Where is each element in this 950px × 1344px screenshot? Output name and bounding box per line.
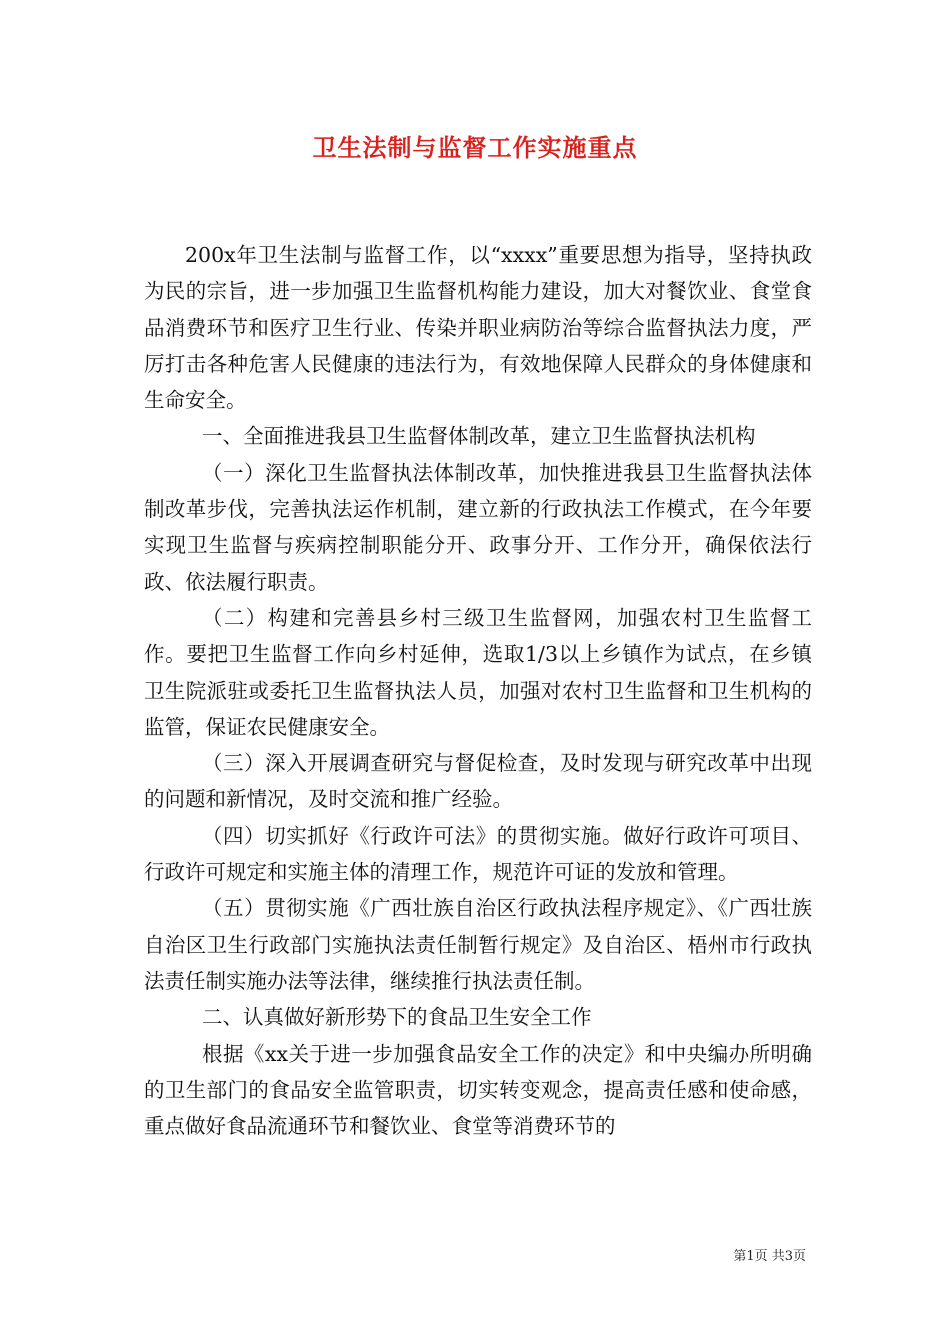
document-title: 卫生法制与监督工作实施重点: [312, 133, 638, 162]
page-number-footer: 第1页 共3页: [733, 1249, 806, 1264]
paragraph-item-3: （三）深入开展调查研究与督促检查，及时发现与研究改革中出现的问题和新情况，及时交流和推广经验。: [144, 751, 812, 812]
paragraph-food-safety: 根据《xx关于进一步加强食品安全工作的决定》和中央编办所明确的卫生部门的食品安全监管职责，切实转变观念，提高责任感和使命感，重点做好食品流通环节和餐饮业、食堂等消费环节的: [144, 1041, 812, 1139]
heading-section-1: 一、全面推进我县卫生监督体制改革，建立卫生监督执法机构: [202, 424, 756, 449]
paragraph-intro: 200x年卫生法制与监督工作，以“xxxx”重要思想为指导，坚持执政为民的宗旨，进一步加强卫生监督机构能力建设，加大对餐饮业、食堂食品消费环节和医疗卫生行业、传染并职业病防治等综合监督执法力度，严厉打击各种危害人民健康的违法行为，有效地保障人民群众的身体健康和生命安全。: [144, 243, 812, 413]
paragraph-item-2: （二）构建和完善县乡村三级卫生监督网，加强农村卫生监督工作。要把卫生监督工作向乡村延伸，选取1/3以上乡镇作为试点，在乡镇卫生院派驻或委托卫生监督执法人员，加强对农村卫生监督和卫生机构的监管，保证农民健康安全。: [144, 605, 812, 739]
document-body: [144, 237, 812, 1144]
paragraph-item-4: （四）切实抓好《行政许可法》的贯彻实施。做好行政许可项目、行政许可规定和实施主体的清理工作，规范许可证的发放和管理。: [144, 823, 812, 885]
paragraph-item-1: （一）深化卫生监督执法体制改革，加快推进我县卫生监督执法体制改革步伐，完善执法运作机制，建立新的行政执法工作模式，在今年要实现卫生监督与疾病控制职能分开、政事分开、工作分开，确保依法行政、依法履行职责。: [144, 460, 812, 594]
heading-section-2: 二、认真做好新形势下的食品卫生安全工作: [202, 1005, 592, 1030]
paragraph-item-5: （五）贯彻实施《广西壮族自治区行政执法程序规定》、《广西壮族自治区卫生行政部门实施执法责任制暂行规定》及自治区、梧州市行政执法责任制实施办法等法律，继续推行执法责任制。: [144, 896, 812, 993]
